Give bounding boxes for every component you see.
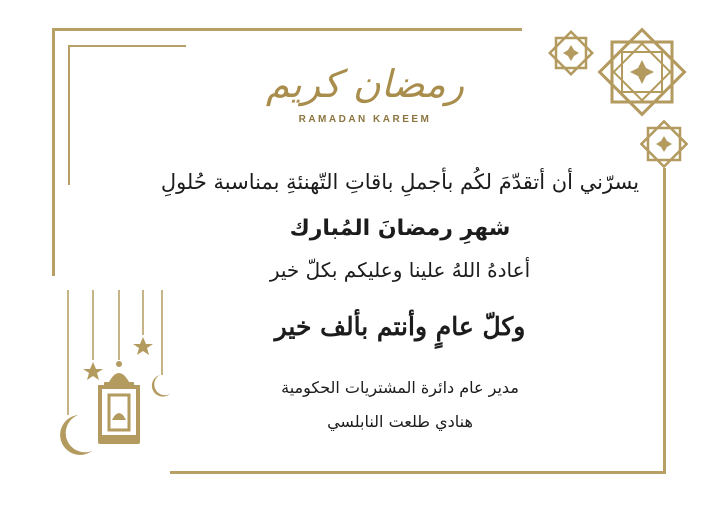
logo-ramadan-kareem-latin: RAMADAN KAREEM: [298, 114, 432, 125]
star-ornament-medium-core-icon: [656, 136, 672, 152]
star-ornament-large-core-icon: [630, 60, 654, 84]
hanging-star-left-icon: [83, 362, 103, 380]
greeting-line-1: يسرّني أن أتقدّمَ لكُم بأجملِ باقاتِ التّهنئةِ بمناسبة حُلولِ: [160, 170, 640, 194]
lantern-icon: [98, 361, 140, 444]
crescent-moon-large-icon: [60, 415, 92, 455]
star-ornament-small-core-icon: [563, 45, 579, 61]
greeting-line-3: أعادهُ اللهُ علينا وعليكم بكلّ خير: [269, 258, 531, 282]
greeting-line-2: شهرِ رمضانَ المُبارك: [289, 216, 511, 241]
signature-title: مدير عام دائرة المشتريات الحكومية: [281, 378, 519, 397]
signature-name: هنادي طلعت النابلسي: [327, 412, 473, 431]
greeting-line-4: وكلّ عامٍ وأنتم بألف خير: [274, 312, 526, 341]
logo-ramadan-kareem-arabic: رمضان كريم: [265, 62, 465, 106]
